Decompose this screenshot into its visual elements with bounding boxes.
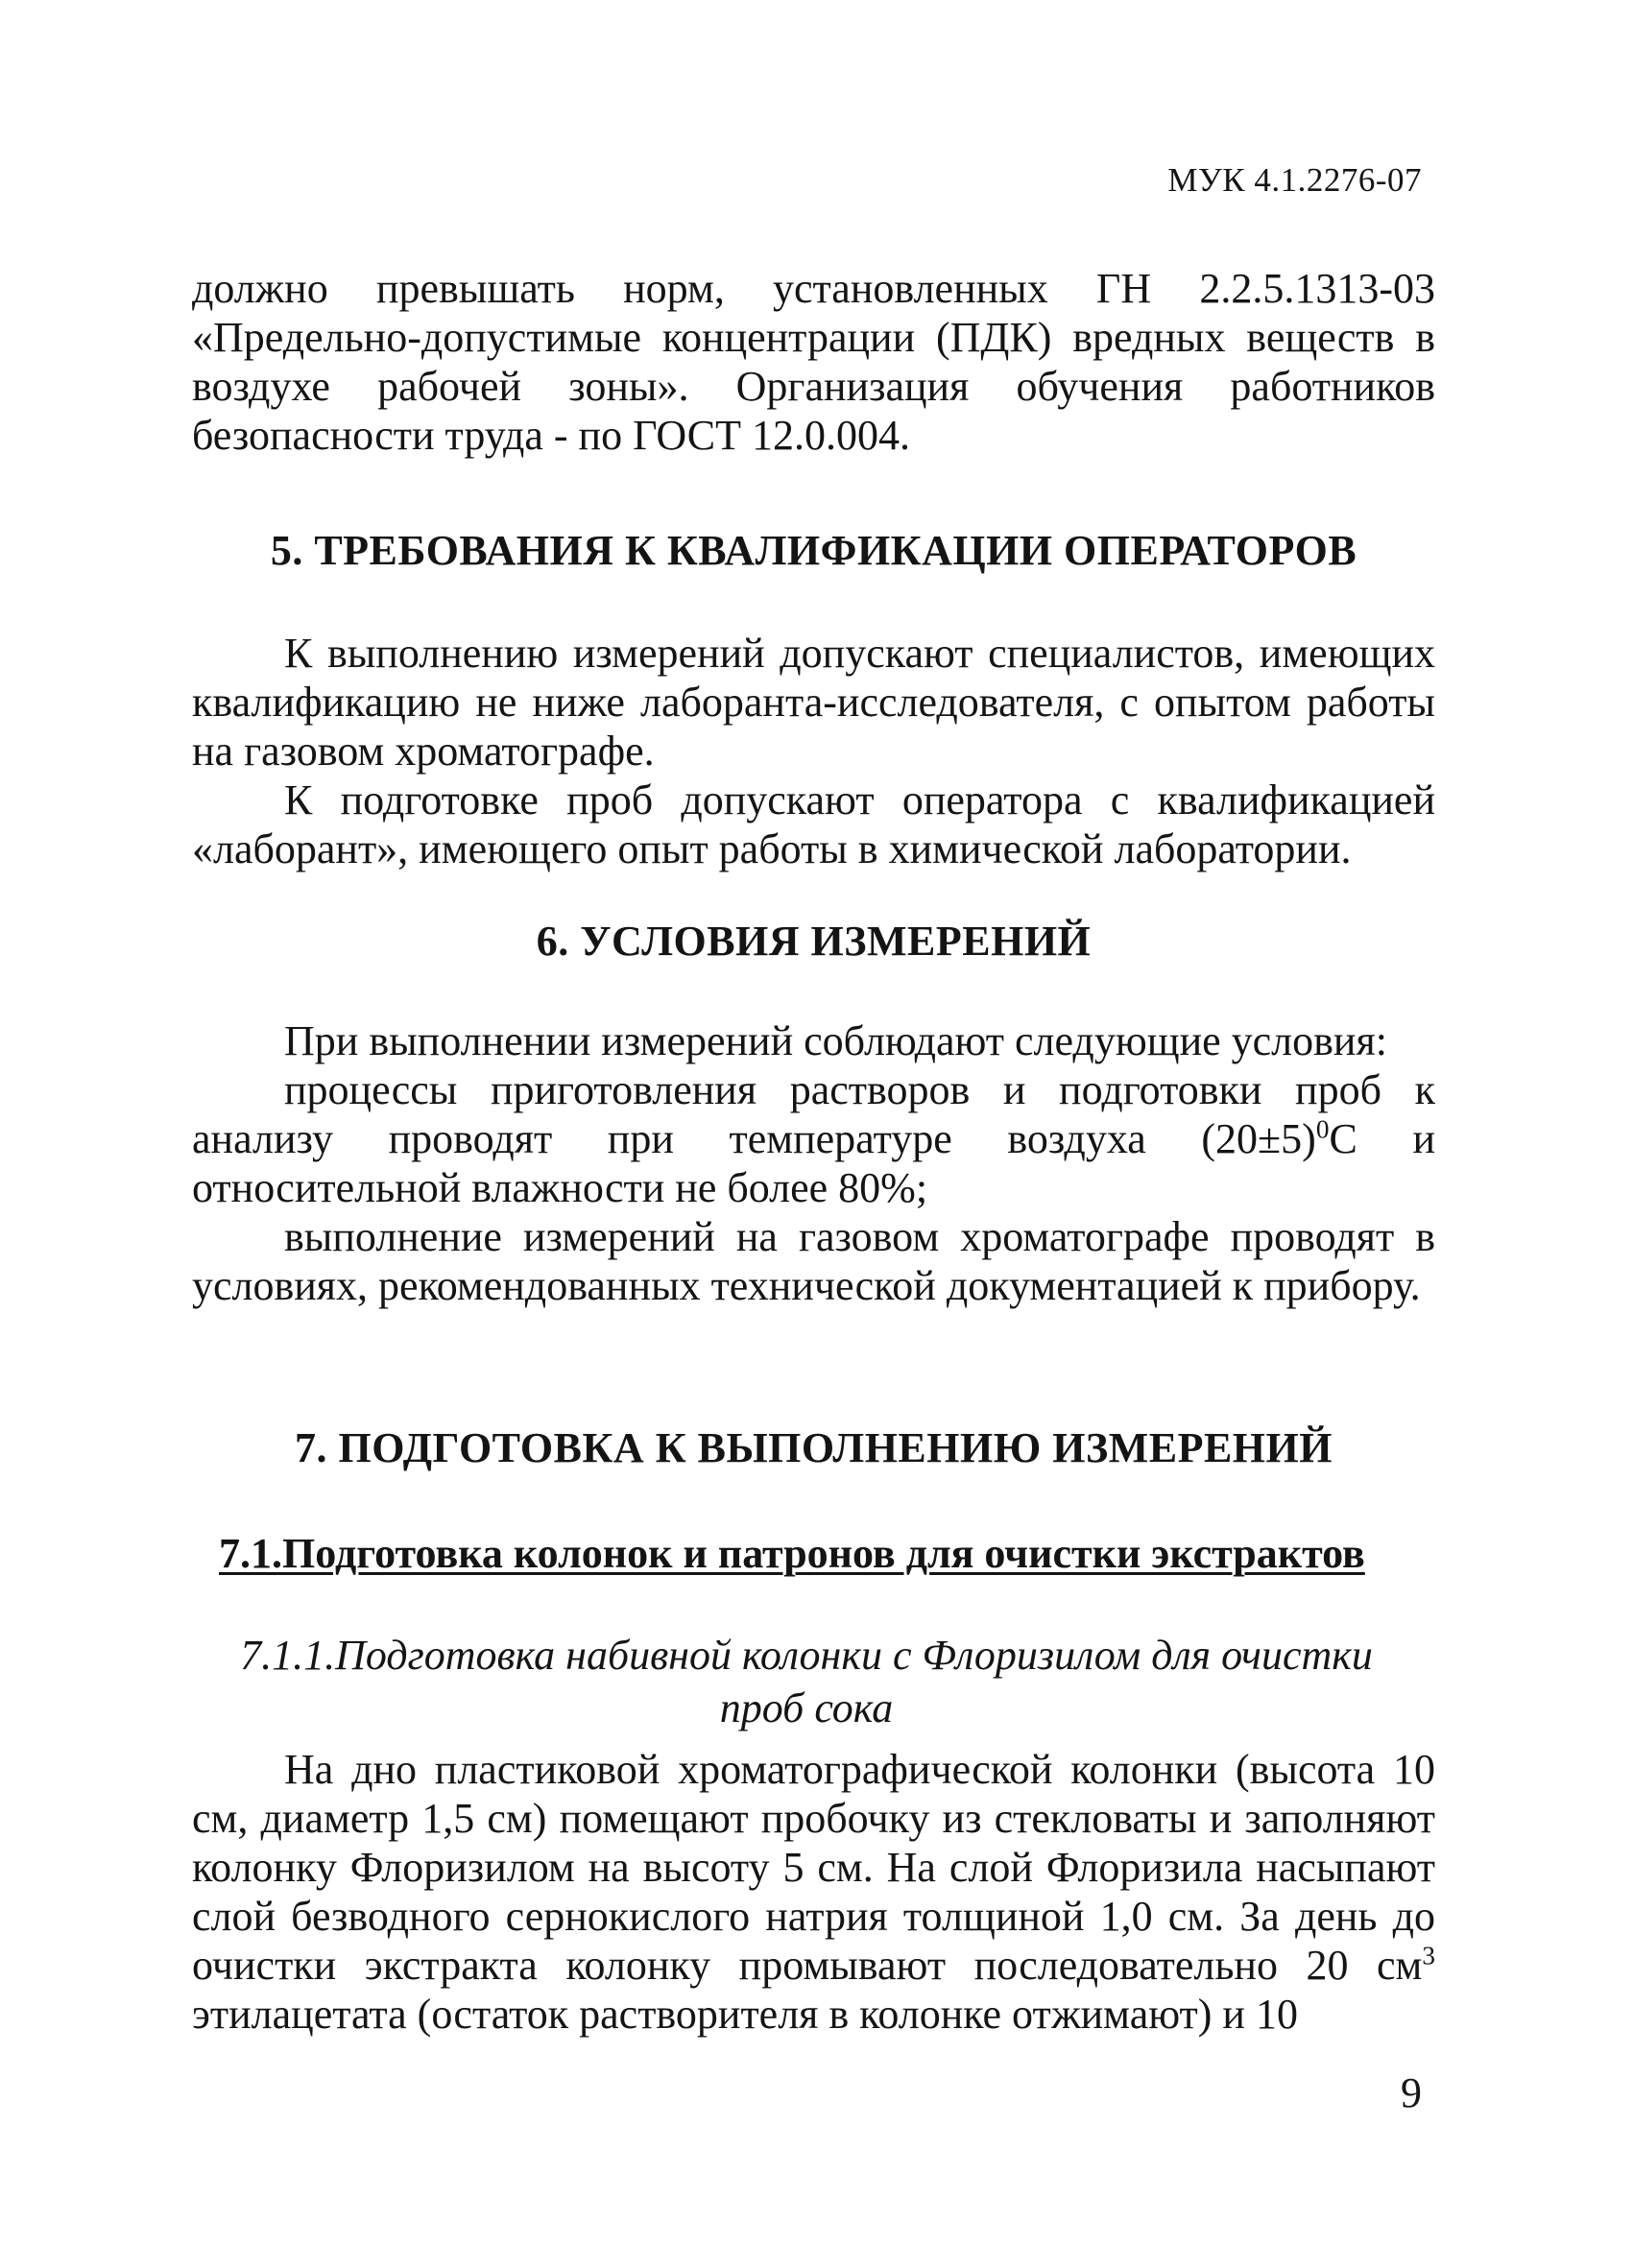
section-7-heading: 7. ПОДГОТОВКА К ВЫПОЛНЕНИЮ ИЗМЕРЕНИЙ [295, 1424, 1333, 1471]
section-6-paragraph-2-text-end: С и относительной влажности не более 80%; [192, 1115, 1435, 1211]
section-6-paragraph-3: выполнение измерений на газовом хроматографе проводят в условиях, рекомендованных технической документацией к прибору. [192, 1213, 1435, 1309]
degree-superscript: 0 [1315, 1114, 1330, 1144]
section-7-1-1-heading-line-2: проб сока [719, 1684, 894, 1731]
section-6-heading: 6. УСЛОВИЯ ИЗМЕРЕНИЙ [536, 918, 1092, 965]
section-7-1-1-paragraph [192, 1745, 1435, 2039]
cubic-superscript: 3 [1422, 1941, 1435, 1970]
section-6-paragraph-2-text: процессы приготовления растворов и подготовки проб к анализу проводят при температуре воздуха (20±5) [192, 1066, 1435, 1162]
section-6-paragraph-1: При выполнении измерений соблюдают следующие условия: [284, 1017, 1387, 1064]
section-7-1-heading: 7.1.Подготовка колонок и патронов для очистки экстрактов [219, 1530, 1365, 1577]
page-number: 9 [1401, 2069, 1422, 2116]
section-5-heading: 5. ТРЕБОВАНИЯ К КВАЛИФИКАЦИИ ОПЕРАТОРОВ [270, 527, 1357, 574]
section-5-paragraph-2: К подготовке проб допускают оператора с квалификацией «лаборант», имеющего опыт работы в химической лаборатории. [192, 776, 1435, 872]
section-7-1-1-paragraph-text: На дно пластиковой хроматографической колонки (высота 10 см, диаметр 1,5 см) помещают пробочку из стекловаты и заполняют колонку Флоризилом на высоту 5 см. На слой Флоризила насыпают слой безводного сернокислого натрия толщиной 1,0 см. За день до очистки экстракта колонку промывают последовательно 20 см [192, 1746, 1435, 1989]
section-5-paragraph-1: К выполнению измерений допускают специалистов, имеющих квалификацию не ниже лаборанта-исследователя, с опытом работы на газовом хроматографе. [192, 630, 1435, 775]
document-code: МУК 4.1.2276-07 [1167, 161, 1422, 199]
section-7-1-1-heading [211, 1629, 1402, 1734]
intro-paragraph: должно превышать норм, установленных ГН 2.2.5.1313-03 «Предельно-допустимые концентрации (ПДК) вредных веществ в воздухе рабочей зоны». Организация обучения работников безопасности труда - по ГОСТ 12.0.004. [192, 265, 1435, 459]
section-7-1-1-paragraph-text-end: этилацетата (остаток растворителя в колонке отжимают) и 10 [192, 1991, 1298, 2038]
section-7-1-1-heading-line-1: 7.1.1.Подготовка набивной колонки с Флоризилом для очистки [240, 1632, 1373, 1679]
section-6-paragraph-2 [192, 1065, 1435, 1212]
